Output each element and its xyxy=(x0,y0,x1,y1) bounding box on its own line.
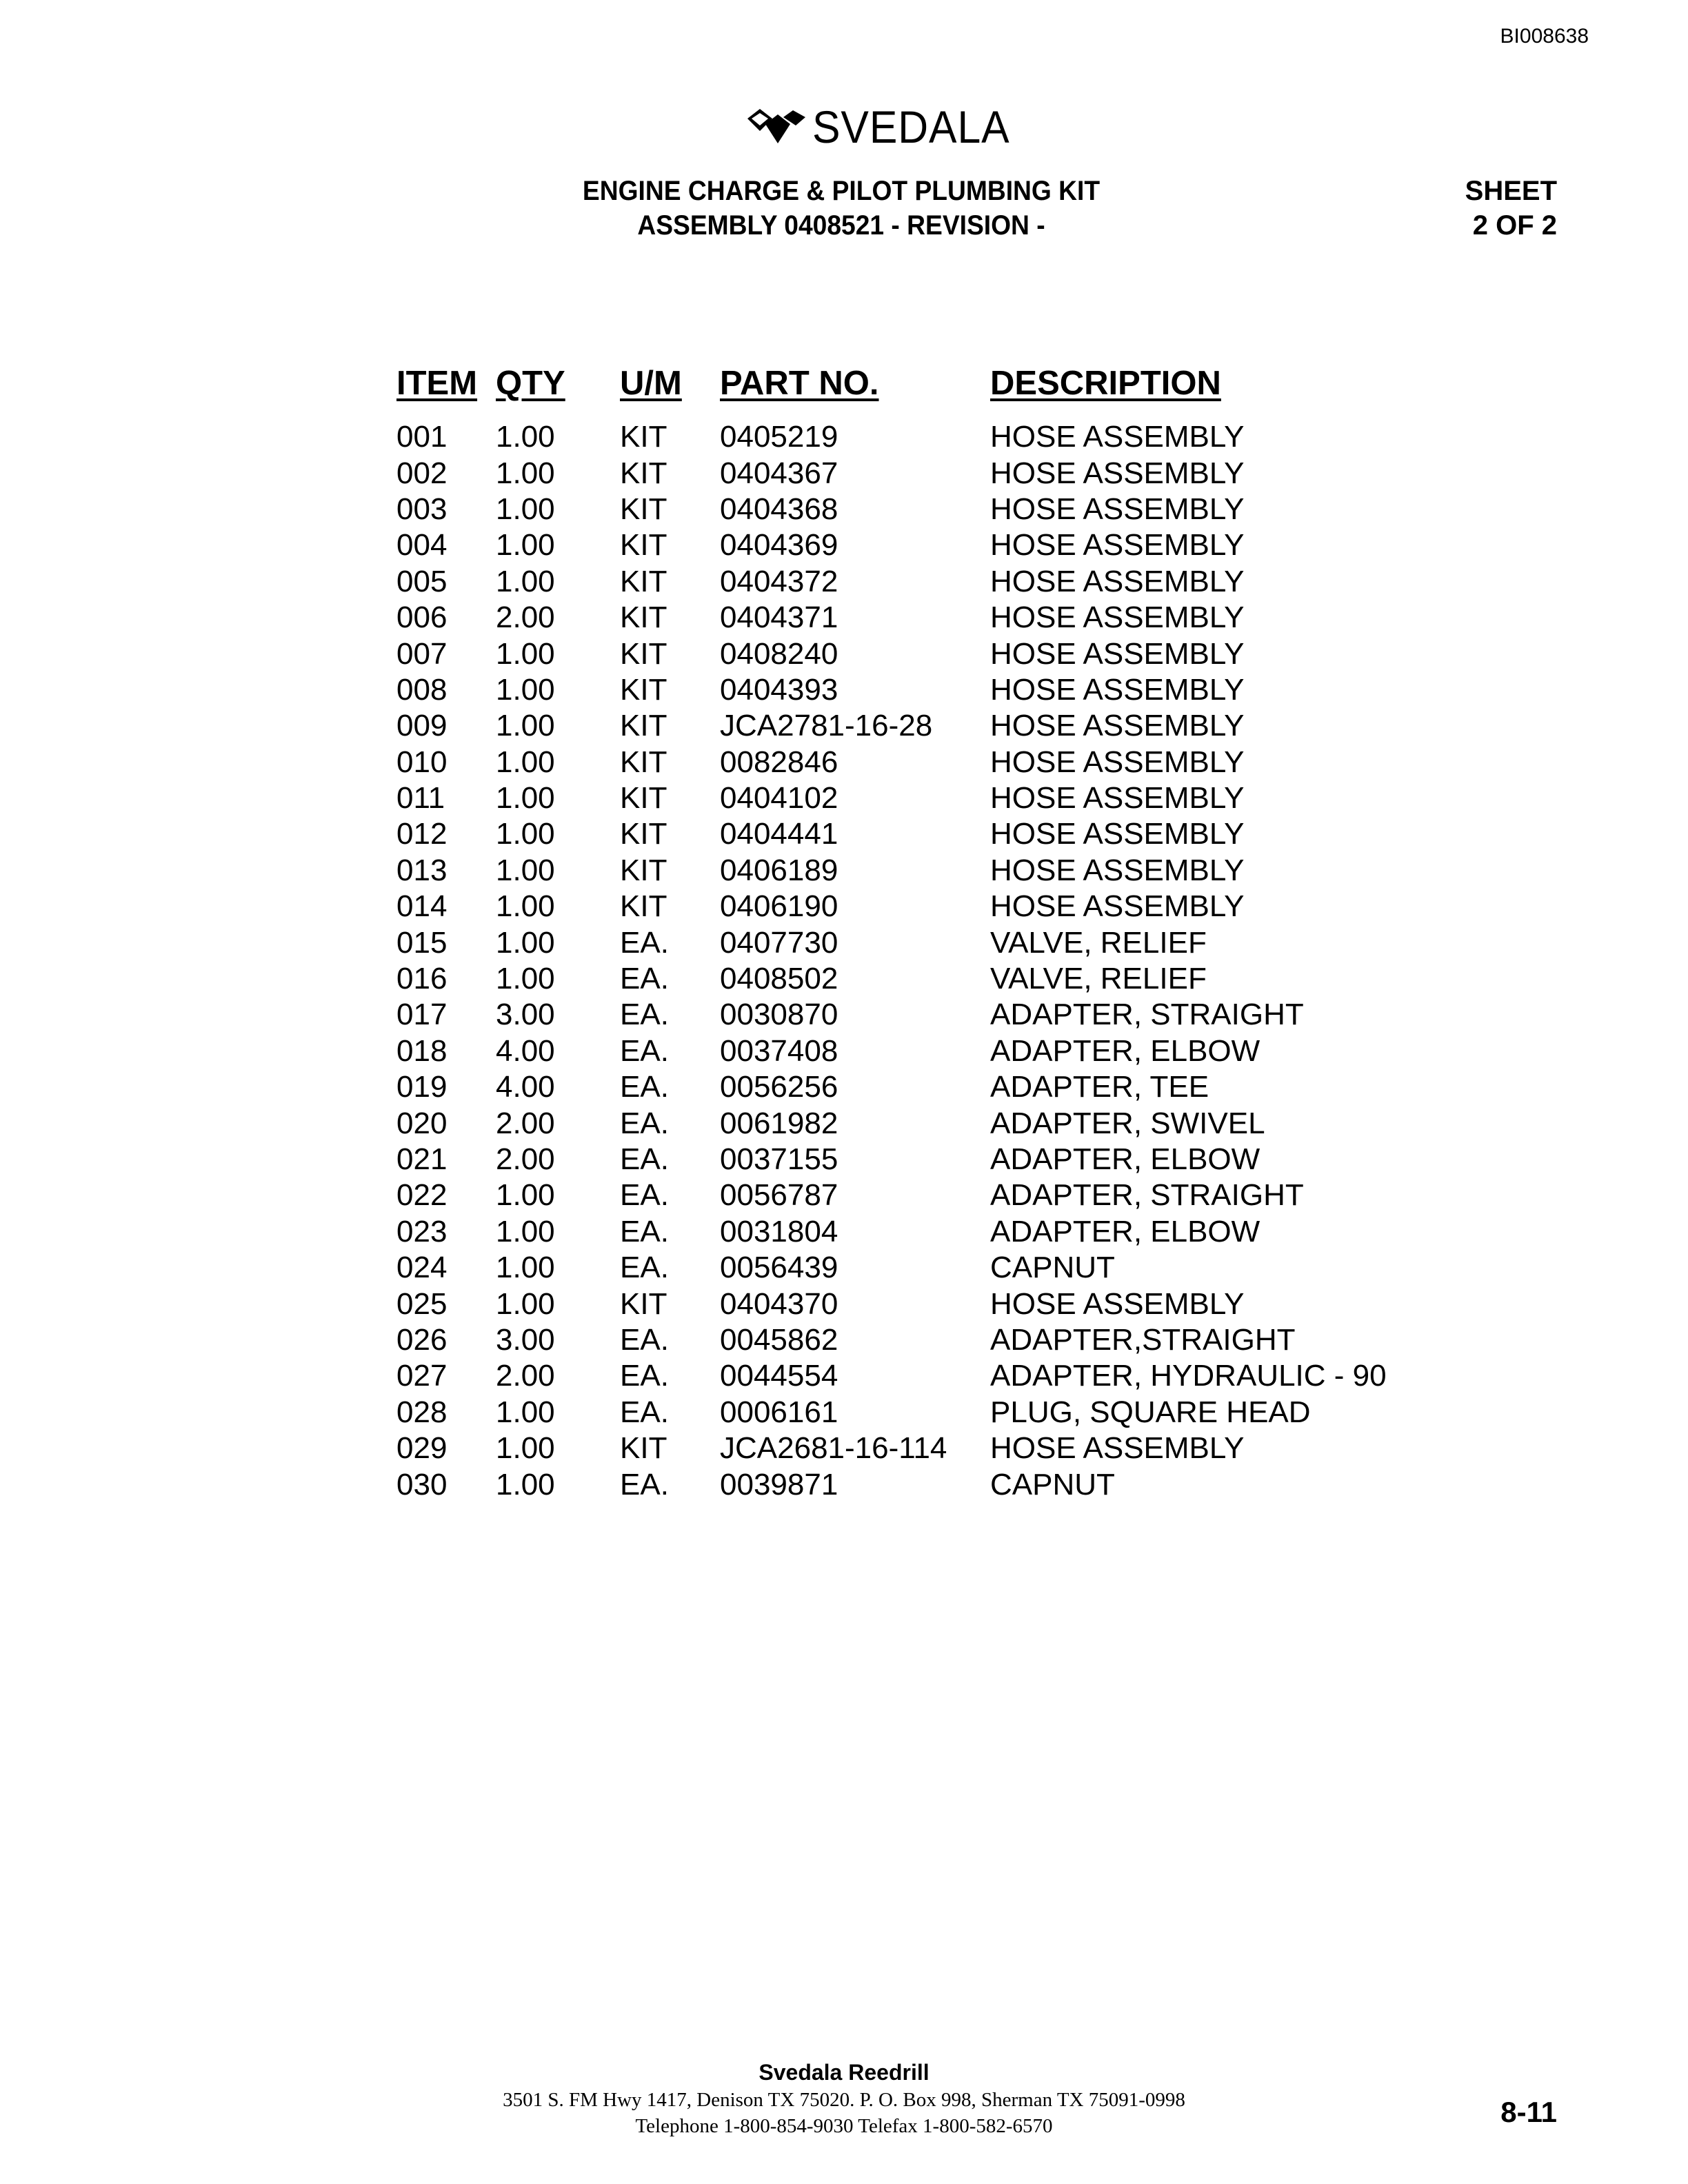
cell-um: EA. xyxy=(620,1359,669,1393)
document-title xyxy=(534,174,1149,243)
cell-part-no: 0405219 xyxy=(720,420,838,454)
cell-description: CAPNUT xyxy=(990,1467,1115,1502)
cell-um: EA. xyxy=(620,1142,669,1176)
cell-um: EA. xyxy=(620,1106,669,1140)
cell-um: KIT xyxy=(620,420,667,454)
cell-item: 015 xyxy=(396,925,448,960)
cell-item: 008 xyxy=(396,672,448,707)
cell-part-no: 0031804 xyxy=(720,1214,838,1248)
cell-qty: 1.00 xyxy=(496,962,555,996)
table-row xyxy=(396,1286,1387,1322)
cell-um: KIT xyxy=(620,1431,667,1466)
cell-part-no: 0404367 xyxy=(720,456,838,490)
cell-part-no: 0037408 xyxy=(720,1033,838,1068)
footer-address: 3501 S. FM Hwy 1417, Denison TX 75020. P. O. Box 998, Sherman TX 75091-0998 xyxy=(503,2089,1185,2111)
cell-part-no: JCA2781-16-28 xyxy=(720,709,933,743)
cell-um: EA. xyxy=(620,1033,669,1068)
cell-qty: 4.00 xyxy=(496,1070,555,1104)
header-item: ITEM xyxy=(396,365,478,402)
parts-table-body xyxy=(396,419,1387,1503)
cell-description: VALVE, RELIEF xyxy=(990,925,1207,960)
cell-um: EA. xyxy=(620,1395,669,1429)
table-row xyxy=(396,455,1387,491)
cell-qty: 1.00 xyxy=(496,1178,555,1213)
table-row xyxy=(396,1466,1387,1502)
footer-company: Svedala Reedrill xyxy=(758,2060,930,2085)
cell-um: EA. xyxy=(620,1178,669,1213)
cell-description: HOSE ASSEMBLY xyxy=(990,709,1245,743)
cell-um: KIT xyxy=(620,492,667,526)
table-row xyxy=(396,961,1387,997)
cell-qty: 3.00 xyxy=(496,998,555,1032)
cell-item: 018 xyxy=(396,1033,448,1068)
table-row xyxy=(396,889,1387,924)
cell-qty: 1.00 xyxy=(496,1214,555,1248)
cell-description: HOSE ASSEMBLY xyxy=(990,745,1245,779)
cell-item: 016 xyxy=(396,962,448,996)
cell-qty: 3.00 xyxy=(496,1322,555,1357)
cell-qty: 1.00 xyxy=(496,1467,555,1502)
cell-item: 010 xyxy=(396,745,448,779)
cell-qty: 2.00 xyxy=(496,1106,555,1140)
cell-part-no: 0404370 xyxy=(720,1286,838,1321)
cell-qty: 1.00 xyxy=(496,781,555,816)
cell-um: KIT xyxy=(620,781,667,816)
cell-description: PLUG, SQUARE HEAD xyxy=(990,1395,1311,1429)
cell-qty: 1.00 xyxy=(496,889,555,924)
cell-description: HOSE ASSEMBLY xyxy=(990,1286,1245,1321)
cell-qty: 1.00 xyxy=(496,456,555,490)
cell-um: KIT xyxy=(620,889,667,924)
cell-description: ADAPTER, STRAIGHT xyxy=(990,998,1304,1032)
cell-item: 021 xyxy=(396,1142,448,1176)
cell-item: 014 xyxy=(396,889,448,924)
table-row xyxy=(396,1177,1387,1213)
table-row xyxy=(396,527,1387,563)
cell-item: 025 xyxy=(396,1286,448,1321)
cell-item: 029 xyxy=(396,1431,448,1466)
table-row xyxy=(396,816,1387,852)
cell-item: 030 xyxy=(396,1467,448,1502)
cell-um: KIT xyxy=(620,745,667,779)
logo-text: SVEDALA xyxy=(812,101,1010,152)
table-row xyxy=(396,1214,1387,1250)
cell-item: 012 xyxy=(396,817,448,851)
cell-qty: 1.00 xyxy=(496,1395,555,1429)
parts-table xyxy=(396,364,1387,1503)
cell-um: KIT xyxy=(620,456,667,490)
cell-item: 020 xyxy=(396,1106,448,1140)
header-qty: QTY xyxy=(496,365,565,402)
cell-um: KIT xyxy=(620,853,667,887)
cell-qty: 1.00 xyxy=(496,925,555,960)
cell-item: 011 xyxy=(396,781,445,816)
cell-description: HOSE ASSEMBLY xyxy=(990,889,1245,924)
cell-description: HOSE ASSEMBLY xyxy=(990,420,1245,454)
cell-part-no: 0404102 xyxy=(720,781,838,816)
cell-qty: 1.00 xyxy=(496,1251,555,1285)
cell-qty: 1.00 xyxy=(496,420,555,454)
cell-description: VALVE, RELIEF xyxy=(990,962,1207,996)
cell-description: ADAPTER,STRAIGHT xyxy=(990,1322,1296,1357)
header-description: DESCRIPTION xyxy=(990,365,1221,402)
cell-um: KIT xyxy=(620,600,667,635)
cell-item: 019 xyxy=(396,1070,448,1104)
cell-um: EA. xyxy=(620,1467,669,1502)
cell-um: KIT xyxy=(620,636,667,671)
cell-part-no: 0037155 xyxy=(720,1142,838,1176)
table-row xyxy=(396,492,1387,527)
cell-description: HOSE ASSEMBLY xyxy=(990,564,1245,598)
table-row xyxy=(396,1105,1387,1141)
cell-item: 023 xyxy=(396,1214,448,1248)
cell-description: HOSE ASSEMBLY xyxy=(990,853,1245,887)
cell-item: 005 xyxy=(396,564,448,598)
cell-item: 007 xyxy=(396,636,448,671)
cell-description: ADAPTER, HYDRAULIC - 90 xyxy=(990,1359,1387,1393)
cell-part-no: 0408502 xyxy=(720,962,838,996)
page-number: 8-11 xyxy=(1500,2096,1557,2128)
cell-part-no: 0404372 xyxy=(720,564,838,598)
table-row xyxy=(396,564,1387,600)
svedala-logo xyxy=(745,101,1027,153)
table-row xyxy=(396,1430,1387,1466)
table-row xyxy=(396,1322,1387,1358)
cell-description: ADAPTER, SWIVEL xyxy=(990,1106,1265,1140)
cell-item: 022 xyxy=(396,1178,448,1213)
cell-description: ADAPTER, TEE xyxy=(990,1070,1209,1104)
cell-qty: 1.00 xyxy=(496,817,555,851)
cell-description: HOSE ASSEMBLY xyxy=(990,1431,1245,1466)
cell-description: CAPNUT xyxy=(990,1251,1115,1285)
cell-item: 009 xyxy=(396,709,448,743)
cell-um: KIT xyxy=(620,672,667,707)
cell-um: KIT xyxy=(620,564,667,598)
footer-phones: Telephone 1-800-854-9030 Telefax 1-800-582-6570 xyxy=(635,2115,1053,2137)
cell-qty: 2.00 xyxy=(496,1359,555,1393)
cell-um: EA. xyxy=(620,962,669,996)
cell-part-no: 0044554 xyxy=(720,1359,838,1393)
table-row xyxy=(396,924,1387,960)
cell-qty: 1.00 xyxy=(496,528,555,563)
cell-item: 017 xyxy=(396,998,448,1032)
cell-um: KIT xyxy=(620,709,667,743)
table-header-row xyxy=(396,364,1387,419)
cell-qty: 1.00 xyxy=(496,564,555,598)
cell-part-no: 0408240 xyxy=(720,636,838,671)
cell-um: EA. xyxy=(620,925,669,960)
table-row xyxy=(396,997,1387,1033)
svedala-diamond-logo-icon xyxy=(745,108,808,146)
cell-part-no: 0407730 xyxy=(720,925,838,960)
footer xyxy=(0,2058,1688,2139)
cell-qty: 1.00 xyxy=(496,1431,555,1466)
cell-part-no: 0056256 xyxy=(720,1070,838,1104)
sheet-value: 2 OF 2 xyxy=(1472,210,1557,241)
cell-qty: 1.00 xyxy=(496,745,555,779)
cell-description: HOSE ASSEMBLY xyxy=(990,781,1245,816)
cell-part-no: 0056439 xyxy=(720,1251,838,1285)
cell-item: 001 xyxy=(396,420,448,454)
cell-qty: 1.00 xyxy=(496,709,555,743)
cell-part-no: 0045862 xyxy=(720,1322,838,1357)
cell-um: KIT xyxy=(620,1286,667,1321)
cell-description: HOSE ASSEMBLY xyxy=(990,492,1245,526)
cell-part-no: 0404369 xyxy=(720,528,838,563)
cell-part-no: 0039871 xyxy=(720,1467,838,1502)
document-id: BI008638 xyxy=(1500,25,1589,48)
cell-qty: 1.00 xyxy=(496,853,555,887)
cell-item: 026 xyxy=(396,1322,448,1357)
cell-item: 028 xyxy=(396,1395,448,1429)
cell-um: EA. xyxy=(620,1214,669,1248)
table-row xyxy=(396,708,1387,744)
sheet-indicator xyxy=(1465,174,1557,243)
table-row xyxy=(396,745,1387,780)
table-row xyxy=(396,1142,1387,1177)
table-row xyxy=(396,600,1387,636)
cell-description: ADAPTER, ELBOW xyxy=(990,1214,1260,1248)
cell-item: 024 xyxy=(396,1251,448,1285)
cell-part-no: 0406190 xyxy=(720,889,838,924)
cell-part-no: 0061982 xyxy=(720,1106,838,1140)
cell-um: EA. xyxy=(620,1070,669,1104)
cell-qty: 1.00 xyxy=(496,636,555,671)
cell-item: 002 xyxy=(396,456,448,490)
cell-part-no: 0056787 xyxy=(720,1178,838,1213)
cell-description: HOSE ASSEMBLY xyxy=(990,456,1245,490)
cell-item: 013 xyxy=(396,853,448,887)
cell-qty: 2.00 xyxy=(496,1142,555,1176)
cell-description: ADAPTER, STRAIGHT xyxy=(990,1178,1304,1213)
table-row xyxy=(396,672,1387,708)
cell-item: 004 xyxy=(396,528,448,563)
cell-description: HOSE ASSEMBLY xyxy=(990,600,1245,635)
cell-part-no: 0404441 xyxy=(720,817,838,851)
cell-part-no: 0030870 xyxy=(720,998,838,1032)
header-um: U/M xyxy=(620,365,682,402)
cell-part-no: JCA2681-16-114 xyxy=(720,1431,947,1466)
cell-qty: 1.00 xyxy=(496,672,555,707)
cell-qty: 1.00 xyxy=(496,1286,555,1321)
cell-part-no: 0406189 xyxy=(720,853,838,887)
table-row xyxy=(396,1358,1387,1394)
cell-um: KIT xyxy=(620,528,667,563)
cell-um: EA. xyxy=(620,1251,669,1285)
cell-item: 003 xyxy=(396,492,448,526)
sheet-label: SHEET xyxy=(1465,176,1557,206)
cell-description: HOSE ASSEMBLY xyxy=(990,817,1245,851)
title-line-1: ENGINE CHARGE & PILOT PLUMBING KIT xyxy=(582,176,1101,206)
cell-qty: 2.00 xyxy=(496,600,555,635)
table-row xyxy=(396,1069,1387,1105)
cell-part-no: 0404393 xyxy=(720,672,838,707)
cell-description: HOSE ASSEMBLY xyxy=(990,672,1245,707)
cell-um: EA. xyxy=(620,1322,669,1357)
table-row xyxy=(396,780,1387,816)
cell-part-no: 0006161 xyxy=(720,1395,838,1429)
cell-um: EA. xyxy=(620,998,669,1032)
table-row xyxy=(396,636,1387,671)
cell-description: ADAPTER, ELBOW xyxy=(990,1033,1260,1068)
table-row xyxy=(396,1033,1387,1069)
cell-part-no: 0082846 xyxy=(720,745,838,779)
table-row xyxy=(396,853,1387,889)
table-row xyxy=(396,1250,1387,1286)
cell-description: HOSE ASSEMBLY xyxy=(990,528,1245,563)
cell-part-no: 0404368 xyxy=(720,492,838,526)
cell-item: 006 xyxy=(396,600,448,635)
table-row xyxy=(396,419,1387,455)
title-line-2: ASSEMBLY 0408521 - REVISION - xyxy=(637,210,1045,241)
header-part-no: PART NO. xyxy=(720,365,879,402)
cell-item: 027 xyxy=(396,1359,448,1393)
table-row xyxy=(396,1395,1387,1430)
cell-qty: 1.00 xyxy=(496,492,555,526)
cell-qty: 4.00 xyxy=(496,1033,555,1068)
cell-description: ADAPTER, ELBOW xyxy=(990,1142,1260,1176)
cell-description: HOSE ASSEMBLY xyxy=(990,636,1245,671)
cell-part-no: 0404371 xyxy=(720,600,838,635)
cell-um: KIT xyxy=(620,817,667,851)
